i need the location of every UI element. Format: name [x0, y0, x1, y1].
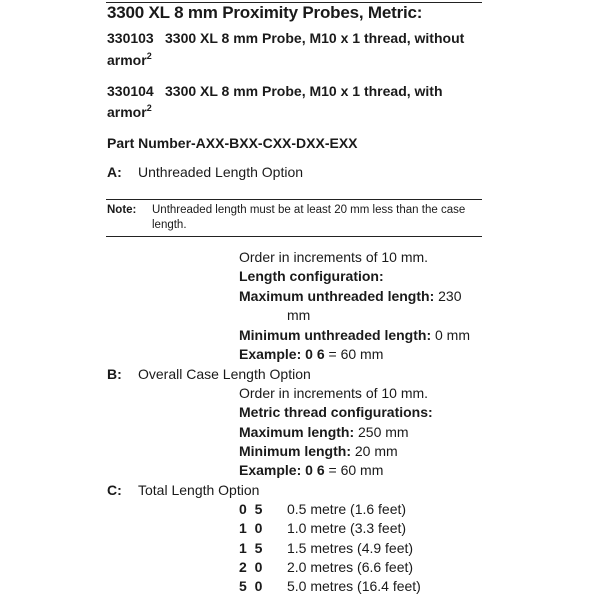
b-max-length: Maximum length: 250 mm — [239, 424, 409, 440]
length-desc: 0.5 metre (1.6 feet) — [287, 501, 407, 517]
option-letter: C: — [107, 482, 122, 498]
a-max-length: Maximum unthreaded length: 230 — [239, 288, 462, 304]
note — [107, 203, 477, 233]
option-label: Overall Case Length Option — [138, 366, 311, 382]
length-code: 2 0 — [239, 559, 265, 575]
part-number-330103-cont — [107, 52, 152, 68]
footnote-ref: 2 — [146, 103, 152, 113]
a-increments: Order in increments of 10 mm. — [239, 249, 429, 265]
a-example: Example: 0 6 = 60 mm — [239, 346, 384, 362]
part-number-330103 — [107, 30, 464, 46]
footnote-ref: 2 — [146, 51, 152, 61]
option-label: Total Length Option — [138, 482, 260, 498]
length-code: 1 5 — [239, 540, 265, 556]
option-letter: B: — [107, 366, 122, 382]
b-increments: Order in increments of 10 mm. — [239, 385, 429, 401]
option-b — [107, 366, 311, 382]
part-number-format: Part Number-AXX-BXX-CXX-DXX-EXX — [107, 135, 358, 151]
option-label: Unthreaded Length Option — [138, 164, 304, 180]
part-number-330104-cont — [107, 104, 152, 120]
part-desc-cont: armor — [107, 104, 147, 120]
option-a — [107, 164, 303, 180]
length-desc: 5.0 metres (16.4 feet) — [287, 578, 421, 594]
option-letter: A: — [107, 164, 122, 180]
part-number-330104 — [107, 83, 443, 99]
length-desc: 2.0 metres (6.6 feet) — [287, 559, 414, 575]
part-code: 330104 — [107, 83, 154, 99]
a-config-label: Length configuration: — [239, 268, 384, 284]
length-code: 0 5 — [239, 501, 265, 517]
note-text: Unthreaded length must be at least 20 mm less than the case length. — [152, 204, 466, 231]
note-top-rule — [106, 199, 482, 200]
length-desc: 1.5 metres (4.9 feet) — [287, 540, 414, 556]
a-max-unit: mm — [287, 307, 311, 323]
b-min-length: Minimum length: 20 mm — [239, 443, 398, 459]
length-desc: 1.0 metre (3.3 feet) — [287, 520, 407, 536]
part-desc: 3300 XL 8 mm Probe, M10 x 1 thread, without — [165, 30, 465, 46]
part-desc: 3300 XL 8 mm Probe, M10 x 1 thread, with — [165, 83, 443, 99]
length-code: 1 0 — [239, 520, 265, 536]
part-desc-cont: armor — [107, 52, 147, 68]
note-label: Note: — [107, 204, 137, 216]
section-title: 3300 XL 8 mm Proximity Probes, Metric: — [107, 3, 423, 22]
b-config-label: Metric thread configurations: — [239, 404, 433, 420]
b-example: Example: 0 6 = 60 mm — [239, 462, 384, 478]
option-c — [107, 482, 259, 498]
part-code: 330103 — [107, 30, 154, 46]
a-min-length: Minimum unthreaded length: 0 mm — [239, 327, 470, 343]
length-code: 5 0 — [239, 578, 265, 594]
note-bottom-rule — [106, 236, 482, 237]
